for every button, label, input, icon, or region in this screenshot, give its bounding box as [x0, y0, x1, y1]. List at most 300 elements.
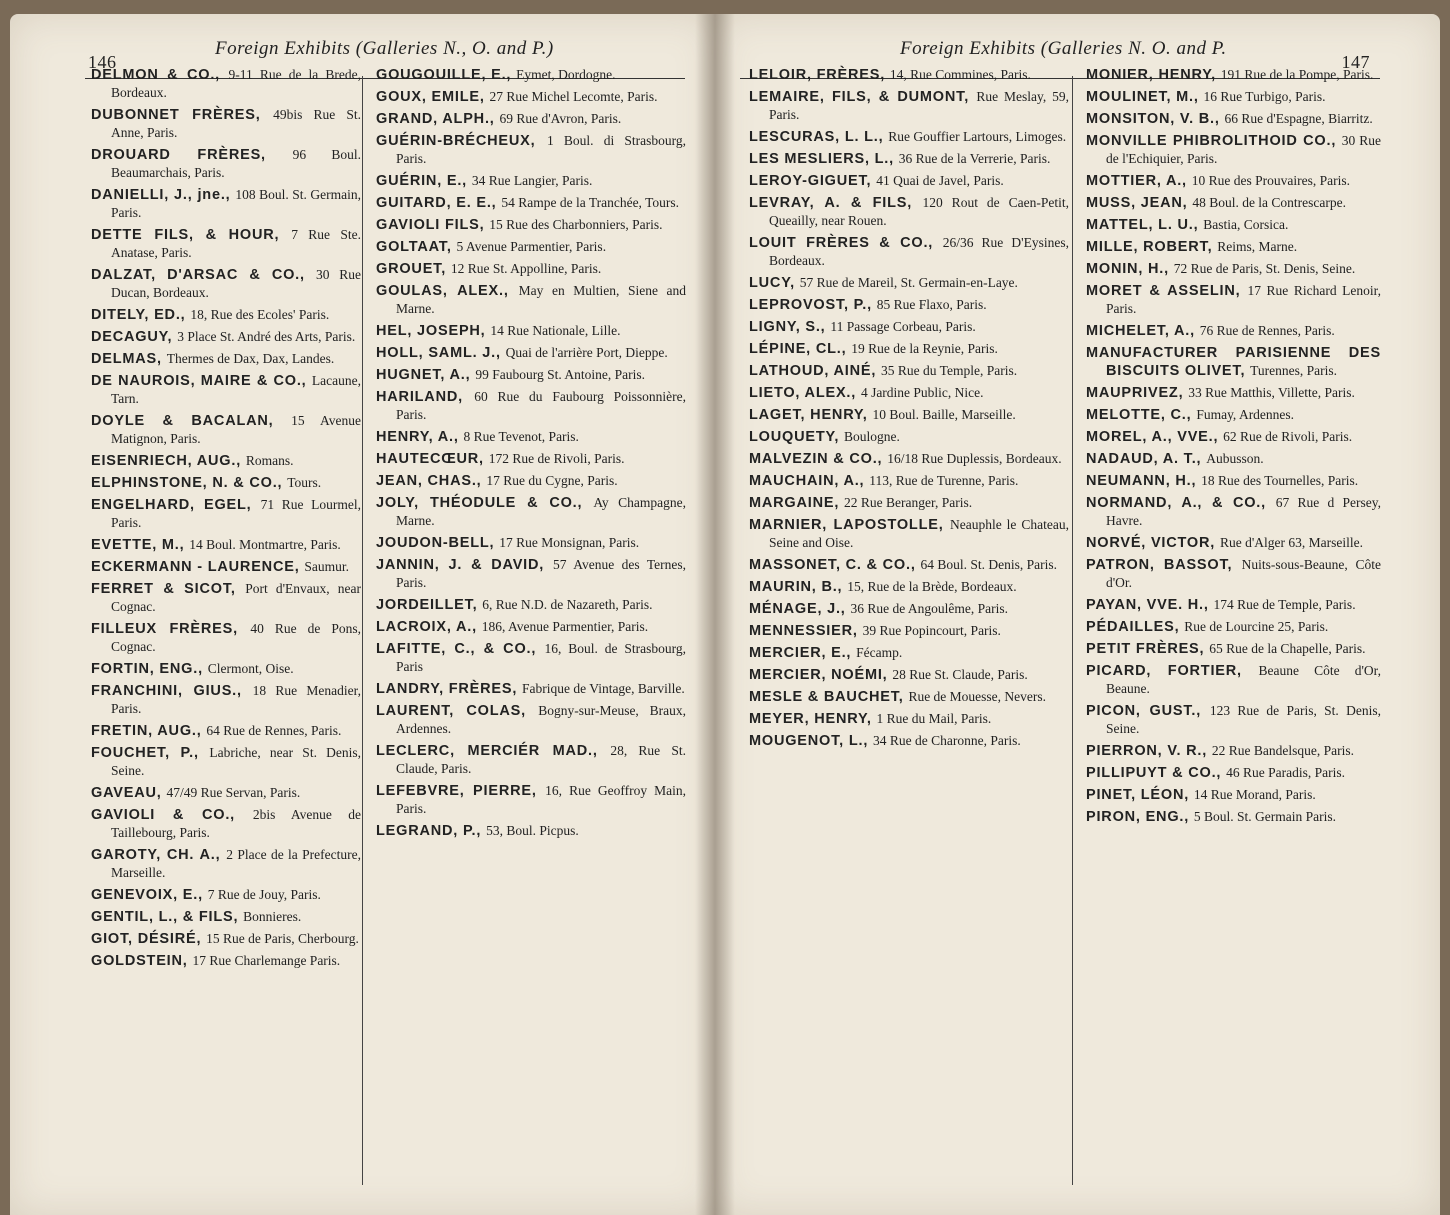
exhibitor-address: 16, Boul. de Strasbourg, Paris [396, 641, 686, 674]
directory-entry [91, 146, 361, 182]
directory-entry [376, 282, 686, 318]
directory-entry [376, 110, 686, 128]
exhibitor-name: PIRON, ENG., [1086, 809, 1190, 825]
exhibitor-name: NORVÉ, VICTOR, [1086, 535, 1216, 551]
exhibitor-name: LACROIX, A., [376, 619, 477, 635]
directory-entry [376, 66, 686, 84]
exhibitor-name: MOREL, A., VVE., [1086, 429, 1219, 445]
exhibitor-address: 53, Boul. Picpus. [486, 823, 579, 838]
exhibitor-name: MAUCHAIN, A., [749, 473, 865, 489]
directory-entry [376, 388, 686, 424]
exhibitor-address: 71 Rue Lourmel, Paris. [111, 497, 361, 530]
exhibitor-name: PIERRON, V. R., [1086, 743, 1208, 759]
directory-entry [91, 744, 361, 780]
exhibitor-address: 60 Rue du Faubourg Poissonnière, Paris. [396, 389, 686, 422]
directory-entry [376, 366, 686, 384]
exhibitor-address: Bogny-sur-Meuse, Braux, Ardennes. [396, 703, 686, 736]
exhibitor-address: Fabrique de Vintage, Barville. [522, 681, 685, 696]
column-divider [1072, 76, 1073, 1185]
exhibitor-address: Labriche, near St. Denis, Seine. [111, 745, 361, 778]
exhibitor-name: MASSONET, C. & CO., [749, 557, 916, 573]
exhibitor-address: 36 Rue de la Verrerie, Paris. [898, 151, 1051, 166]
directory-entry [376, 260, 686, 278]
exhibitor-name: MONVILLE PHIBROLITHOID CO., [1086, 133, 1337, 149]
directory-entry [749, 296, 1069, 314]
exhibitor-name: LAFITTE, C., & CO., [376, 641, 537, 657]
directory-entry [91, 886, 361, 904]
exhibitor-address: 7 Rue de Jouy, Paris. [207, 887, 321, 902]
directory-entry [376, 450, 686, 468]
exhibitor-address: 7 Rue Ste. Anatase, Paris. [111, 227, 362, 260]
exhibitor-address: 65 Rue de la Chapelle, Paris. [1209, 641, 1366, 656]
exhibitor-name: MARNIER, LAPOSTOLLE, [749, 517, 944, 533]
directory-entry [376, 494, 686, 530]
directory-entry [376, 238, 686, 256]
exhibitor-name: GOLTAAT, [376, 239, 452, 255]
exhibitor-name: LELOIR, FRÈRES, [749, 67, 886, 83]
directory-entry [376, 596, 686, 614]
left-page [10, 14, 715, 1215]
exhibitor-name: GROUET, [376, 261, 447, 277]
exhibitor-address: 57 Avenue des Ternes, Paris. [396, 557, 686, 590]
exhibitor-name: LEVRAY, A. & FILS, [749, 195, 913, 211]
directory-entry [749, 66, 1069, 84]
exhibitor-address: 16, Rue Geoffroy Main, Paris. [396, 783, 686, 816]
exhibitor-address: Port d'Envaux, near Cognac. [111, 581, 361, 614]
directory-entry [376, 132, 686, 168]
directory-entry [91, 784, 361, 802]
exhibitor-address: 49bis Rue St. Anne, Paris. [111, 107, 361, 140]
exhibitor-address: 22 Rue Beranger, Paris. [844, 495, 973, 510]
exhibitor-address: 10 Boul. Baille, Marseille. [872, 407, 1016, 422]
exhibitor-address: 14 Rue Nationale, Lille. [490, 323, 621, 338]
exhibitor-address: 4 Jardine Public, Nice. [860, 385, 984, 400]
exhibitor-address: 15 Rue de Paris, Cherbourg. [206, 931, 359, 946]
directory-entry [1086, 494, 1381, 530]
exhibitor-name: DOYLE & BACALAN, [91, 413, 274, 429]
directory-entry [1086, 282, 1381, 318]
exhibitor-name: DE NAUROIS, MAIRE & CO., [91, 373, 307, 389]
exhibitor-name: LEROY-GIGUET, [749, 173, 872, 189]
exhibitor-name: GUÉRIN, E., [376, 173, 467, 189]
exhibitor-address: 85 Rue Flaxo, Paris. [876, 297, 987, 312]
directory-entry [749, 384, 1069, 402]
exhibitor-address: Rue d'Alger 63, Marseille. [1219, 535, 1363, 550]
exhibitor-name: FORTIN, ENG., [91, 661, 203, 677]
exhibitor-address: 18, Rue des Ecoles' Paris. [190, 307, 330, 322]
running-title: Foreign Exhibits (Galleries N. O. and P. [900, 38, 1227, 59]
exhibitor-address: 46 Rue Paradis, Paris. [1226, 765, 1345, 780]
exhibitor-address: Lacaune, Tarn. [111, 373, 361, 406]
exhibitor-name: DELMON & CO., [91, 67, 220, 83]
exhibitor-name: HOLL, SAML. J., [376, 345, 501, 361]
exhibitor-name: ENGELHARD, EGEL, [91, 497, 252, 513]
exhibitor-address: Turennes, Paris. [1250, 363, 1338, 378]
exhibitor-address: 5 Boul. St. Germain Paris. [1193, 809, 1337, 824]
directory-entry [91, 306, 361, 324]
exhibitor-name: DELMAS, [91, 351, 162, 367]
directory-column [370, 66, 692, 1195]
directory-entry [749, 234, 1069, 270]
exhibitor-address: 17 Rue Charlemange Paris. [192, 953, 341, 968]
directory-entry [376, 472, 686, 490]
exhibitor-address: 41 Quai de Javel, Paris. [876, 173, 1004, 188]
exhibitor-name: DUBONNET FRÈRES, [91, 107, 261, 123]
directory-entry [749, 494, 1069, 512]
exhibitor-name: MALVEZIN & CO., [749, 451, 883, 467]
exhibitor-address: 76 Rue de Rennes, Paris. [1199, 323, 1335, 338]
directory-entry [1086, 194, 1381, 212]
right-page [715, 14, 1440, 1215]
directory-entry [749, 600, 1069, 618]
exhibitor-address: 30 Rue de l'Echiquier, Paris. [1106, 133, 1382, 166]
exhibitor-address: 15, Rue de la Brède, Bordeaux. [847, 579, 1017, 594]
exhibitor-address: 3 Place St. André des Arts, Paris. [177, 329, 356, 344]
exhibitor-address: Beaune Côte d'Or, Beaune. [1106, 663, 1381, 696]
directory-column [85, 66, 367, 1195]
exhibitor-address: 172 Rue de Rivoli, Paris. [488, 451, 625, 466]
exhibitor-name: FRANCHINI, GIUS., [91, 683, 242, 699]
directory-entry [91, 930, 361, 948]
directory-column [743, 66, 1075, 1195]
exhibitor-address: 54 Rampe de la Tranchée, Tours. [501, 195, 679, 210]
exhibitor-name: JOLY, THÉODULE & CO., [376, 495, 583, 511]
exhibitor-address: 62 Rue de Rivoli, Paris. [1223, 429, 1353, 444]
exhibitor-name: LIETO, ALEX., [749, 385, 857, 401]
exhibitor-address: 18 Rue Menadier, Paris. [111, 683, 361, 716]
exhibitor-address: 186, Avenue Parmentier, Paris. [481, 619, 649, 634]
directory-entry [749, 318, 1069, 336]
exhibitor-name: MELOTTE, C., [1086, 407, 1192, 423]
exhibitor-address: Ay Champagne, Marne. [396, 495, 686, 528]
exhibitor-address: 69 Rue d'Avron, Paris. [499, 111, 622, 126]
exhibitor-address: Eymet, Dordogne. [516, 67, 616, 82]
exhibitor-address: 16/18 Rue Duplessis, Bordeaux. [887, 451, 1062, 466]
exhibitor-name: GUITARD, E. E., [376, 195, 497, 211]
exhibitor-name: PICARD, FORTIER, [1086, 663, 1242, 679]
exhibitor-address: Rue de Mouesse, Nevers. [908, 689, 1047, 704]
exhibitor-address: 19 Rue de la Reynie, Paris. [851, 341, 998, 356]
exhibitor-name: LAGET, HENRY, [749, 407, 868, 423]
exhibitor-address: 14, Rue Commines, Paris. [889, 67, 1031, 82]
exhibitor-name: LESCURAS, L. L., [749, 129, 884, 145]
exhibitor-name: MARGAINE, [749, 495, 840, 511]
directory-entry [1086, 808, 1381, 826]
directory-entry [376, 556, 686, 592]
exhibitor-name: MÉNAGE, J., [749, 601, 846, 617]
exhibitor-name: MOULINET, M., [1086, 89, 1199, 105]
directory-entry [749, 644, 1069, 662]
directory-entry [91, 328, 361, 346]
exhibitor-address: 14 Rue Morand, Paris. [1193, 787, 1316, 802]
directory-entry [91, 452, 361, 470]
page-number: 147 [1341, 52, 1370, 72]
directory-entry [376, 344, 686, 362]
exhibitor-name: LES MESLIERS, L., [749, 151, 894, 167]
exhibitor-address: 17 Rue Monsignan, Paris. [499, 535, 640, 550]
directory-entry [376, 618, 686, 636]
exhibitor-name: LOUIT FRÈRES & CO., [749, 235, 934, 251]
exhibitor-name: DANIELLI, J., jne., [91, 187, 231, 203]
exhibitor-address: Rue Gouffier Lartours, Limoges. [888, 129, 1067, 144]
directory-entry [376, 680, 686, 698]
exhibitor-name: MONIER, HENRY, [1086, 67, 1216, 83]
directory-entry [1086, 702, 1381, 738]
exhibitor-name: MONIN, H., [1086, 261, 1169, 277]
exhibitor-name: LEFEBVRE, PIERRE, [376, 783, 537, 799]
directory-entry [749, 688, 1069, 706]
exhibitor-name: JOUDON-BELL, [376, 535, 495, 551]
exhibitor-address: Rue de Lourcine 25, Paris. [1184, 619, 1329, 634]
exhibitor-address: 5 Avenue Parmentier, Paris. [456, 239, 607, 254]
directory-entry [749, 150, 1069, 168]
directory-entry [1086, 66, 1381, 84]
page-number: 146 [88, 52, 117, 72]
exhibitor-name: MUSS, JEAN, [1086, 195, 1188, 211]
exhibitor-name: DETTE FILS, & HOUR, [91, 227, 280, 243]
exhibitor-address: 34 Rue de Charonne, Paris. [873, 733, 1021, 748]
directory-entry [1086, 556, 1381, 592]
exhibitor-name: LAURENT, COLAS, [376, 703, 526, 719]
directory-entry [91, 806, 361, 842]
directory-entry [376, 322, 686, 340]
exhibitor-name: GAVEAU, [91, 785, 162, 801]
exhibitor-name: HUGNET, A., [376, 367, 471, 383]
exhibitor-name: PÉDAILLES, [1086, 619, 1180, 635]
directory-entry [1086, 260, 1381, 278]
exhibitor-name: MICHELET, A., [1086, 323, 1195, 339]
exhibitor-address: 113, Rue de Turenne, Paris. [869, 473, 1019, 488]
directory-entry [91, 496, 361, 532]
exhibitor-address: 40 Rue de Pons, Cognac. [111, 621, 361, 654]
exhibitor-address: 26/36 Rue D'Eysines, Bordeaux. [769, 235, 1069, 268]
exhibitor-address: 120 Rout de Caen-Petit, Queailly, near Rouen. [769, 195, 1069, 228]
directory-entry [1086, 88, 1381, 106]
exhibitor-name: LANDRY, FRÈRES, [376, 681, 518, 697]
exhibitor-address: Romans. [245, 453, 294, 468]
exhibitor-name: DECAGUY, [91, 329, 173, 345]
directory-entry [749, 710, 1069, 728]
directory-entry [91, 186, 361, 222]
directory-entry [376, 702, 686, 738]
exhibitor-address: 11 Passage Corbeau, Paris. [830, 319, 976, 334]
exhibitor-address: 15 Avenue Matignon, Paris. [111, 413, 361, 446]
directory-entry [749, 622, 1069, 640]
directory-entry [91, 952, 361, 970]
directory-entry [749, 578, 1069, 596]
directory-entry [376, 194, 686, 212]
directory-entry [749, 406, 1069, 424]
exhibitor-name: GUÉRIN-BRÉCHEUX, [376, 133, 536, 149]
column-divider [362, 76, 363, 1185]
directory-entry [1086, 344, 1381, 380]
directory-entry [91, 106, 361, 142]
exhibitor-address: 108 Boul. St. Germain, Paris. [111, 187, 361, 220]
exhibitor-name: GAROTY, CH. A., [91, 847, 221, 863]
directory-entry [1086, 640, 1381, 658]
exhibitor-address: Aubusson. [1206, 451, 1264, 466]
exhibitor-name: MILLE, ROBERT, [1086, 239, 1213, 255]
directory-entry [91, 580, 361, 616]
directory-entry [1086, 238, 1381, 256]
exhibitor-address: 1 Boul. di Strasbourg, Paris. [396, 133, 686, 166]
exhibitor-name: FOUCHET, P., [91, 745, 199, 761]
exhibitor-name: GOUGOUILLE, E., [376, 67, 512, 83]
exhibitor-name: FRETIN, AUG., [91, 723, 202, 739]
exhibitor-name: GAVIOLI FILS, [376, 217, 485, 233]
directory-entry [1086, 764, 1381, 782]
exhibitor-address: Saumur. [304, 559, 350, 574]
exhibitor-name: MOUGENOT, L., [749, 733, 869, 749]
directory-entry [1086, 662, 1381, 698]
exhibitor-name: HARILAND, [376, 389, 463, 405]
directory-entry [376, 822, 686, 840]
exhibitor-address: 17 Rue Richard Lenoir, Paris. [1106, 283, 1381, 316]
directory-entry [91, 620, 361, 656]
exhibitor-name: LECLERC, MERCIÉR MAD., [376, 743, 598, 759]
exhibitor-address: 16 Rue Turbigo, Paris. [1203, 89, 1326, 104]
directory-entry [749, 556, 1069, 574]
exhibitor-address: 35 Rue du Temple, Paris. [881, 363, 1018, 378]
exhibitor-name: PATRON, BASSOT, [1086, 557, 1233, 573]
exhibitor-name: ECKERMANN - LAURENCE, [91, 559, 300, 575]
exhibitor-address: 12 Rue St. Appolline, Paris. [450, 261, 602, 276]
exhibitor-address: Bonnieres. [243, 909, 302, 924]
exhibitor-name: GRAND, ALPH., [376, 111, 495, 127]
exhibitor-name: LATHOUD, AINÉ, [749, 363, 877, 379]
exhibitor-name: DITELY, ED., [91, 307, 186, 323]
exhibitor-name: FERRET & SICOT, [91, 581, 236, 597]
directory-entry [376, 216, 686, 234]
exhibitor-address: 67 Rue d Persey, Havre. [1106, 495, 1381, 528]
exhibitor-name: GOLDSTEIN, [91, 953, 188, 969]
directory-entry [1086, 216, 1381, 234]
directory-entry [376, 534, 686, 552]
directory-entry [91, 908, 361, 926]
exhibitor-name: MEYER, HENRY, [749, 711, 872, 727]
exhibitor-address: 64 Boul. St. Denis, Paris. [920, 557, 1058, 572]
exhibitor-address: 18 Rue des Tournelles, Paris. [1201, 473, 1359, 488]
exhibitor-address: Fumay, Ardennes. [1196, 407, 1295, 422]
exhibitor-address: 10 Rue des Prouvaires, Paris. [1191, 173, 1350, 188]
exhibitor-name: MENNESSIER, [749, 623, 858, 639]
exhibitor-name: MORET & ASSELIN, [1086, 283, 1241, 299]
directory-entry [1086, 786, 1381, 804]
exhibitor-name: PETIT FRÈRES, [1086, 641, 1205, 657]
exhibitor-address: 22 Rue Bandelsque, Paris. [1211, 743, 1355, 758]
directory-entry [749, 194, 1069, 230]
directory-column [1080, 66, 1387, 1195]
exhibitor-address: 2 Place de la Prefecture, Marseille. [111, 847, 361, 880]
directory-entry [1086, 596, 1381, 614]
exhibitor-address: Thermes de Dax, Dax, Landes. [166, 351, 335, 366]
directory-entry [1086, 406, 1381, 424]
running-title: Foreign Exhibits (Galleries N., O. and P.) [215, 38, 554, 59]
directory-entry [749, 428, 1069, 446]
exhibitor-address: Bastia, Corsica. [1203, 217, 1289, 232]
exhibitor-name: PAYAN, VVE. H., [1086, 597, 1209, 613]
exhibitor-name: LEMAIRE, FILS, & DUMONT, [749, 89, 970, 105]
exhibitor-address: 33 Rue Matthis, Villette, Paris. [1188, 385, 1355, 400]
directory-entry [1086, 472, 1381, 490]
exhibitor-name: LOUQUETY, [749, 429, 840, 445]
exhibitor-name: MAURIN, B., [749, 579, 843, 595]
exhibitor-name: NEUMANN, H., [1086, 473, 1197, 489]
exhibitor-name: GOUX, EMILE, [376, 89, 485, 105]
exhibitor-address: Fécamp. [856, 645, 903, 660]
exhibitor-name: JEAN, CHAS., [376, 473, 482, 489]
exhibitor-address: 6, Rue N.D. de Nazareth, Paris. [482, 597, 653, 612]
exhibitor-name: MERCIER, NOÉMI, [749, 667, 888, 683]
exhibitor-address: 14 Boul. Montmartre, Paris. [189, 537, 341, 552]
exhibitor-address: Boulogne. [844, 429, 900, 444]
directory-entry [1086, 172, 1381, 190]
exhibitor-address: Clermont, Oise. [207, 661, 294, 676]
exhibitor-name: FILLEUX FRÈRES, [91, 621, 238, 637]
directory-entry [1086, 428, 1381, 446]
directory-entry [376, 782, 686, 818]
exhibitor-name: HENRY, A., [376, 429, 459, 445]
exhibitor-name: GENTIL, L., & FILS, [91, 909, 239, 925]
directory-entry [749, 516, 1069, 552]
directory-entry [376, 172, 686, 190]
exhibitor-address: 66 Rue d'Espagne, Biarritz. [1224, 111, 1373, 126]
exhibitor-address: Rue Meslay, 59, Paris. [769, 89, 1069, 122]
exhibitor-address: 99 Faubourg St. Antoine, Paris. [475, 367, 645, 382]
directory-entry [749, 128, 1069, 146]
exhibitor-address: 8 Rue Tevenot, Paris. [463, 429, 579, 444]
exhibitor-address: 2bis Avenue de Taillebourg, Paris. [111, 807, 361, 840]
exhibitor-name: HAUTECŒUR, [376, 451, 484, 467]
directory-entry [91, 266, 361, 302]
directory-entry [1086, 534, 1381, 552]
exhibitor-address: 27 Rue Michel Lecomte, Paris. [489, 89, 658, 104]
directory-entry [91, 660, 361, 678]
directory-entry [1086, 618, 1381, 636]
exhibitor-address: 28, Rue St. Claude, Paris. [396, 743, 686, 776]
exhibitor-name: DALZAT, D'ARSAC & CO., [91, 267, 305, 283]
exhibitor-address: Nuits-sous-Beaune, Côte d'Or. [1106, 557, 1381, 590]
directory-entry [749, 274, 1069, 292]
directory-entry [91, 536, 361, 554]
exhibitor-address: 34 Rue Langier, Paris. [471, 173, 593, 188]
exhibitor-name: EISENRIECH, AUG., [91, 453, 242, 469]
exhibitor-name: HEL, JOSEPH, [376, 323, 486, 339]
exhibitor-address: 17 Rue du Cygne, Paris. [486, 473, 618, 488]
exhibitor-name: GOULAS, ALEX., [376, 283, 509, 299]
exhibitor-address: 123 Rue de Paris, St. Denis, Seine. [1106, 703, 1381, 736]
exhibitor-name: MATTEL, L. U., [1086, 217, 1199, 233]
exhibitor-name: JORDEILLET, [376, 597, 478, 613]
directory-entry [1086, 742, 1381, 760]
exhibitor-name: PINET, LÉON, [1086, 787, 1190, 803]
directory-entry [749, 88, 1069, 124]
directory-entry [376, 742, 686, 778]
exhibitor-name: EVETTE, M., [91, 537, 185, 553]
exhibitor-name: MONSITON, V. B., [1086, 111, 1220, 127]
directory-entry [91, 722, 361, 740]
exhibitor-name: LUCY, [749, 275, 795, 291]
exhibitor-name: LEPROVOST, P., [749, 297, 872, 313]
directory-entry [749, 172, 1069, 190]
exhibitor-name: LIGNY, S., [749, 319, 826, 335]
exhibitor-address: 36 Rue de Angoulême, Paris. [850, 601, 1008, 616]
exhibitor-address: 28 Rue St. Claude, Paris. [892, 667, 1028, 682]
exhibitor-name: MERCIER, E., [749, 645, 852, 661]
exhibitor-address: 9-11 Rue de la Brede, Bordeaux. [111, 67, 361, 100]
directory-entry [376, 88, 686, 106]
directory-entry [749, 472, 1069, 490]
